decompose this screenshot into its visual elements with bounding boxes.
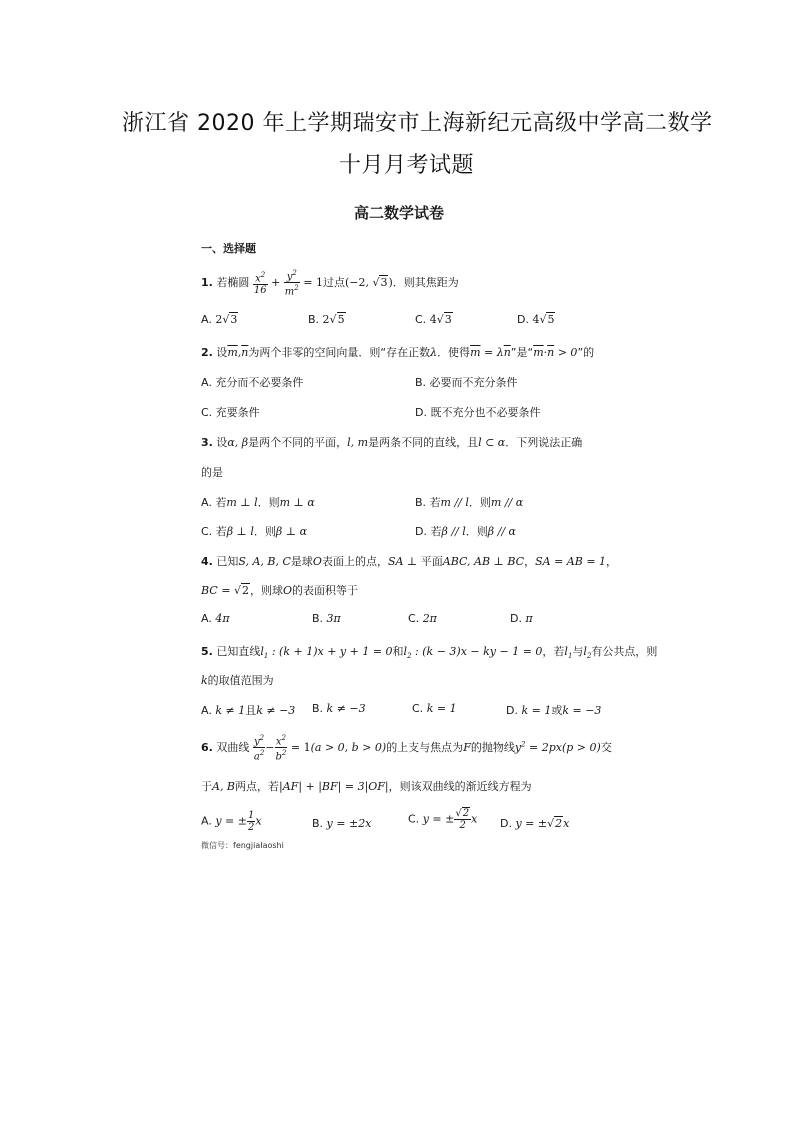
option-a: A. y = ± $\frac{1}{2}$ x: [201, 810, 262, 833]
option-b: B. 2√5: [308, 313, 345, 326]
document-title-line-2: 十月月考试题: [339, 153, 475, 178]
question-number: 3.: [201, 436, 213, 449]
option-b: B. 若m // l．则m // α: [415, 496, 524, 509]
question-number: 5.: [201, 645, 213, 658]
question-2: 2. 设$\overline{m},\overline{n}$为两个非零的空间向量．则“存在正数λ．使得$\overline{m} = \lambda\overline{n}$”是“$\overline{m}\cdot\overline{n} > 0$”的: [201, 346, 595, 359]
formula-fraction: $\frac{y^2}{a^2}$: [253, 734, 265, 763]
question-6-line-2: 于A, B两点，若|AF| + |BF| = 3|OF|，则该双曲线的渐近线方程为: [201, 780, 532, 793]
option-c: C. 充要条件: [201, 406, 260, 419]
option-d: D. 4√5: [517, 313, 555, 326]
question-text: 过点: [322, 275, 345, 289]
option-a: A. 2√3: [201, 313, 238, 326]
question-text: ．则其焦距为: [392, 275, 459, 289]
section-heading: 一、选择题: [201, 242, 256, 255]
question-number: 6.: [201, 740, 213, 754]
option-b: B. 3π: [312, 612, 341, 625]
option-d: D. π: [510, 612, 533, 625]
option-c: C. y = ± $\frac{√2}{2}$ x: [408, 808, 478, 831]
option-c: C. 2π: [408, 612, 437, 625]
question-3: 3. 设α, β是两个不同的平面，l, m是两条不同的直线，且l ⊂ α．下列说法正确: [201, 436, 583, 449]
option-c: C. 若β ⊥ l．则β ⊥ α: [201, 525, 308, 538]
option-d: D. 既不充分也不必要条件: [415, 406, 541, 419]
question-number: 4.: [201, 555, 213, 568]
option-a: A. 若m ⊥ l．则m ⊥ α: [201, 496, 315, 509]
question-1: 1. 若椭圆 $\frac{x^2}{16}$ + $\frac{y^2}{m^2}$ = 1过点(−2, √3)．则其焦距为: [201, 269, 459, 298]
option-a: A. 4π: [201, 612, 230, 625]
option-d: D. y = ±√2x: [500, 817, 570, 830]
option-b: B. y = ±2x: [312, 817, 372, 830]
question-3-line-2: 的是: [201, 466, 223, 479]
formula-fraction: $\frac{x^2}{b^2}$: [275, 734, 287, 763]
option-c: C. k = 1: [412, 702, 457, 715]
option-d: D. k = 1或k = −3: [506, 704, 602, 717]
option-c: C. 4√3: [415, 313, 452, 326]
question-4: 4. 已知S, A, B, C是球O表面上的点，SA ⊥ 平面ABC, AB ⊥ BC，SA = AB = 1，: [201, 555, 618, 568]
question-number: 2.: [201, 346, 213, 359]
option-b: B. 必要而不充分条件: [415, 376, 518, 389]
question-5: 5. 已知直线$l_1$ : (k + 1)x + y + 1 = 0和$l_2$ : (k − 3)x − ky − 1 = 0，若$l_1$与$l_2$有公共点，则: [201, 645, 658, 661]
document-title-line-1: 浙江省 2020 年上学期瑞安市上海新纪元高级中学高二数学: [122, 111, 713, 136]
option-a: A. k ≠ 1且k ≠ −3: [201, 704, 296, 717]
option-b: B. k ≠ −3: [312, 702, 366, 715]
paper-title: 高二数学试卷: [354, 204, 445, 222]
formula-fraction: $\frac{x^2}{16}$: [253, 270, 267, 296]
question-4-line-2: BC = √2，则球O的表面积等于: [201, 584, 358, 597]
question-number: 1.: [201, 275, 213, 289]
wechat-id-note: 微信号：fengjiaIaoshi: [201, 841, 284, 850]
option-a: A. 充分而不必要条件: [201, 376, 304, 389]
question-text: 若椭圆: [216, 275, 250, 289]
question-5-line-2: k的取值范围为: [201, 674, 274, 687]
formula-fraction: $\frac{y^2}{m^2}$: [284, 269, 299, 298]
option-d: D. 若β // l．则β // α: [415, 525, 516, 538]
question-6: 6. 双曲线 $\frac{y^2}{a^2}$ − $\frac{x^2}{b^2}$ = 1(a > 0, b > 0)的上支与焦点为F的抛物线$y^2 = 2px(p > 0)$交: [201, 734, 612, 763]
